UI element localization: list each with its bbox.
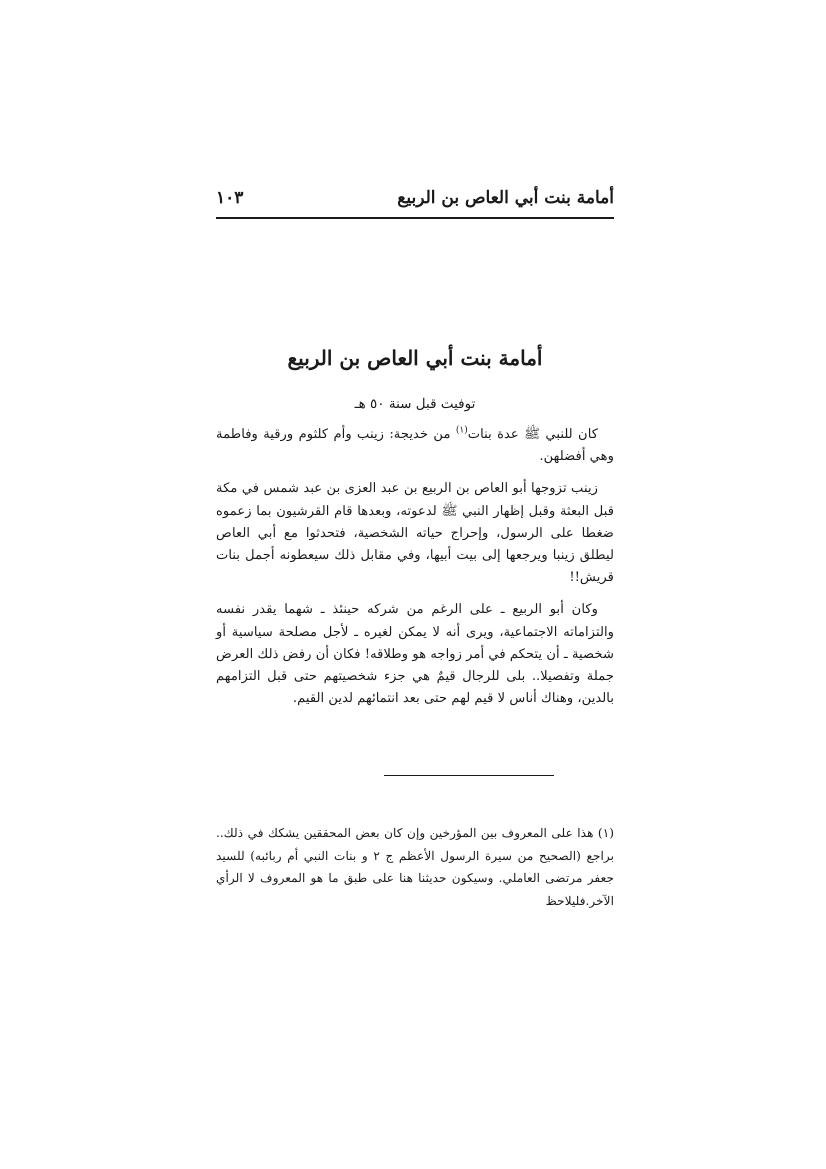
footnote-reference[interactable]: (١) [455, 425, 468, 436]
footnote-divider [384, 775, 554, 776]
paragraph-1-start: كان للنبي ﷺ عدة بنات [467, 427, 598, 442]
running-title: أمامة بنت أبي العاص بن الربيع [397, 188, 614, 208]
paragraph-3: وكان أبو الربيع ـ على الرغم من شركه حينئذ ـ شهما يقدر نفسه والتزاماته الاجتماعية، ويرى أنه لا يمكن لغيره ـ لأجل مصلحة سياسية أو شخصية ـ أن يتحكم في أمر زواجه هو وطلاقه! فكان أن رفض ذلك العرض جملة وتفصيلا.. بلى للرجال قيمٌ هي جزء شخصيتهم حتى قبل التزامهم بالدين، وهناك أناس لا قيم لهم حتى بعد انتمائهم لدين القيم. [216, 602, 614, 707]
header-divider [216, 217, 614, 219]
paragraph-1-end: من خديجة: زينب وأم كلثوم ورقية وفاطمة وهي أفضلهن. [216, 427, 614, 465]
running-header [216, 188, 614, 218]
paragraph-2: زينب تزوجها أبو العاص بن الربيع بن عبد العزى بن عبد شمس في مكة قبل البعثة وقبل إظهار النبي ﷺ لدعوته، وبعدها قام القرشيون بما زعموه ضغطا على الرسول، وإحراج حياته الشخصية، فتحدثوا مع أبي العاص ليطلق زينبا ويرجعها إلى بيت أبيها، وفي مقابل ذلك سيعطونه أجمل بنات قريش!! [216, 481, 614, 586]
page-number: ١٠٣ [216, 188, 244, 208]
chapter-subtitle: توفيت قبل سنة ٥٠ هـ [354, 396, 476, 412]
chapter-title: أمامة بنت أبي العاص بن الربيع [287, 346, 543, 370]
footnote: (١) هذا على المعروف بين المؤرخين وإن كان بعض المحققين يشكك في ذلك.. براجع (الصحيح من سيرة الرسول الأعظم ج ٢ و بنات النبي أم ربائبه) للسيد جعفر مرتضى العاملي. وسيكون حديثنا هنا على طبق ما هو المعروف لا الرأي الآخر.فليلاحظ [216, 826, 614, 908]
body-text [216, 424, 614, 720]
paragraph-1 [216, 424, 614, 468]
